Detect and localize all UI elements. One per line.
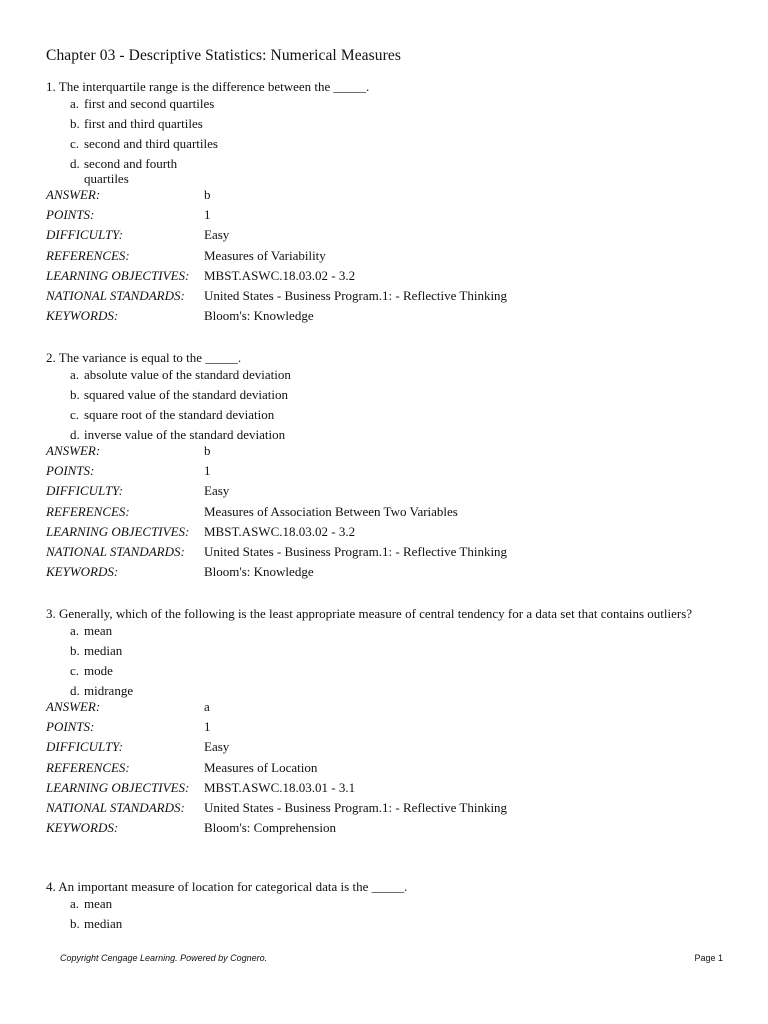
meta-national-standards — [46, 798, 726, 818]
meta-value: MBST.ASWC.18.03.02 - 3.2 — [204, 267, 356, 283]
meta-answer — [46, 441, 726, 461]
meta-national-standards — [46, 542, 726, 562]
option-text: first and third quartiles — [84, 116, 203, 131]
meta-value: 1 — [204, 207, 211, 223]
meta-label: NATIONAL STANDARDS: — [46, 287, 185, 303]
meta-value: a — [204, 699, 210, 714]
answer-options — [70, 896, 726, 931]
question-text: 4. An important measure of location for categorical data is the _____. — [46, 879, 408, 894]
meta-value: b — [204, 187, 211, 202]
question-4 — [46, 879, 726, 936]
question-1 — [46, 79, 726, 326]
meta-value: Measures of Location — [204, 759, 318, 775]
option-c — [70, 407, 726, 422]
meta-points — [46, 717, 726, 737]
option-c — [70, 136, 726, 151]
meta-label: LEARNING OBJECTIVES: — [46, 779, 190, 795]
meta-label: ANSWER: — [46, 187, 101, 202]
option-d — [70, 156, 726, 186]
meta-value: Easy — [204, 483, 230, 499]
meta-keywords — [46, 818, 726, 838]
option-d — [70, 683, 726, 698]
option-a — [70, 896, 726, 911]
option-c — [70, 663, 726, 678]
meta-points — [46, 205, 726, 225]
question-metadata — [46, 697, 726, 838]
question-text: 1. The interquartile range is the difference between the _____. — [46, 79, 370, 94]
option-text: squared value of the standard deviation — [84, 387, 288, 402]
option-a — [70, 623, 726, 638]
option-letter: a. — [70, 896, 80, 911]
option-text: second and fourth quartiles — [84, 156, 178, 186]
meta-label: REFERENCES: — [46, 759, 130, 775]
footer-copyright: Copyright Cengage Learning. Powered by Cognero. — [60, 953, 268, 963]
meta-value: United States - Business Program.1: - Reflective Thinking — [204, 799, 508, 815]
meta-label: KEYWORDS: — [46, 820, 119, 836]
meta-value: Measures of Variability — [204, 247, 326, 263]
meta-value: 1 — [204, 463, 211, 479]
meta-value: Easy — [204, 739, 230, 755]
meta-value: 1 — [204, 719, 211, 735]
meta-value: Bloom's: Knowledge — [204, 564, 314, 580]
meta-value: United States - Business Program.1: - Reflective Thinking — [204, 543, 508, 559]
meta-label: DIFFICULTY: — [46, 483, 123, 499]
question-text: 2. The variance is equal to the _____. — [46, 350, 242, 365]
question-2 — [46, 350, 726, 582]
meta-national-standards — [46, 286, 726, 306]
meta-value: United States - Business Program.1: - Reflective Thinking — [204, 287, 508, 303]
meta-label: REFERENCES: — [46, 503, 130, 519]
option-letter: a. — [70, 623, 80, 638]
option-text: median — [84, 916, 123, 931]
option-letter: b. — [70, 387, 80, 402]
meta-value: Bloom's: Comprehension — [204, 820, 336, 836]
question-metadata — [46, 441, 726, 582]
option-b — [70, 116, 726, 131]
meta-value: Bloom's: Knowledge — [204, 308, 314, 324]
option-b — [70, 916, 726, 931]
question-3 — [46, 606, 726, 838]
meta-learning-objectives — [46, 522, 726, 542]
meta-value: Measures of Association Between Two Variables — [204, 503, 458, 519]
option-letter: b. — [70, 116, 80, 131]
option-letter: a. — [70, 367, 80, 382]
meta-label: DIFFICULTY: — [46, 739, 123, 755]
meta-value: MBST.ASWC.18.03.02 - 3.2 — [204, 523, 356, 539]
answer-options — [70, 96, 726, 186]
page-number: Page 1 — [694, 953, 723, 963]
meta-learning-objectives — [46, 778, 726, 798]
meta-label: KEYWORDS: — [46, 308, 119, 324]
option-b — [70, 387, 726, 402]
meta-label: NATIONAL STANDARDS: — [46, 799, 185, 815]
meta-value: MBST.ASWC.18.03.01 - 3.1 — [204, 779, 356, 795]
meta-label: DIFFICULTY: — [46, 227, 123, 243]
meta-points — [46, 461, 726, 481]
option-letter: d. — [70, 427, 80, 442]
option-letter: b. — [70, 643, 80, 658]
meta-label: NATIONAL STANDARDS: — [46, 543, 185, 559]
option-letter: c. — [70, 407, 80, 422]
option-letter: d. — [70, 683, 80, 698]
meta-difficulty — [46, 481, 726, 501]
meta-label: ANSWER: — [46, 699, 101, 714]
meta-difficulty — [46, 737, 726, 757]
meta-difficulty — [46, 225, 726, 245]
question-text: 3. Generally, which of the following is the least appropriate measure of central tendency for a data set that contains outliers? — [46, 606, 693, 621]
meta-references — [46, 758, 726, 778]
option-b — [70, 643, 726, 658]
option-text: mean — [84, 623, 113, 638]
option-text: mode — [84, 663, 113, 678]
option-letter: b. — [70, 916, 80, 931]
meta-keywords — [46, 562, 726, 582]
meta-keywords — [46, 306, 726, 326]
meta-label: REFERENCES: — [46, 247, 130, 263]
meta-value: Easy — [204, 227, 230, 243]
option-d — [70, 427, 726, 442]
meta-answer — [46, 185, 726, 205]
option-letter: d. — [70, 156, 80, 171]
meta-value: b — [204, 443, 211, 458]
meta-label: KEYWORDS: — [46, 564, 119, 580]
option-text: first and second quartiles — [84, 96, 215, 111]
meta-label: LEARNING OBJECTIVES: — [46, 267, 190, 283]
option-text: midrange — [84, 683, 134, 698]
option-a — [70, 96, 726, 111]
answer-options — [70, 623, 726, 698]
meta-references — [46, 246, 726, 266]
meta-label: POINTS: — [46, 207, 95, 223]
option-text: absolute value of the standard deviation — [84, 367, 291, 382]
meta-answer — [46, 697, 726, 717]
option-text: second and third quartiles — [84, 136, 218, 151]
meta-label: POINTS: — [46, 719, 95, 735]
question-metadata — [46, 185, 726, 326]
meta-references — [46, 502, 726, 522]
meta-label: LEARNING OBJECTIVES: — [46, 523, 190, 539]
option-letter: a. — [70, 96, 80, 111]
option-letter: c. — [70, 136, 80, 151]
option-text: square root of the standard deviation — [84, 407, 275, 422]
chapter-title: Chapter 03 - Descriptive Statistics: Numerical Measures — [46, 47, 402, 64]
option-letter: c. — [70, 663, 80, 678]
option-text: inverse value of the standard deviation — [84, 427, 286, 442]
meta-label: POINTS: — [46, 463, 95, 479]
option-text: median — [84, 643, 123, 658]
option-a — [70, 367, 726, 382]
option-text: mean — [84, 896, 113, 911]
answer-options — [70, 367, 726, 442]
meta-label: ANSWER: — [46, 443, 101, 458]
meta-learning-objectives — [46, 266, 726, 286]
